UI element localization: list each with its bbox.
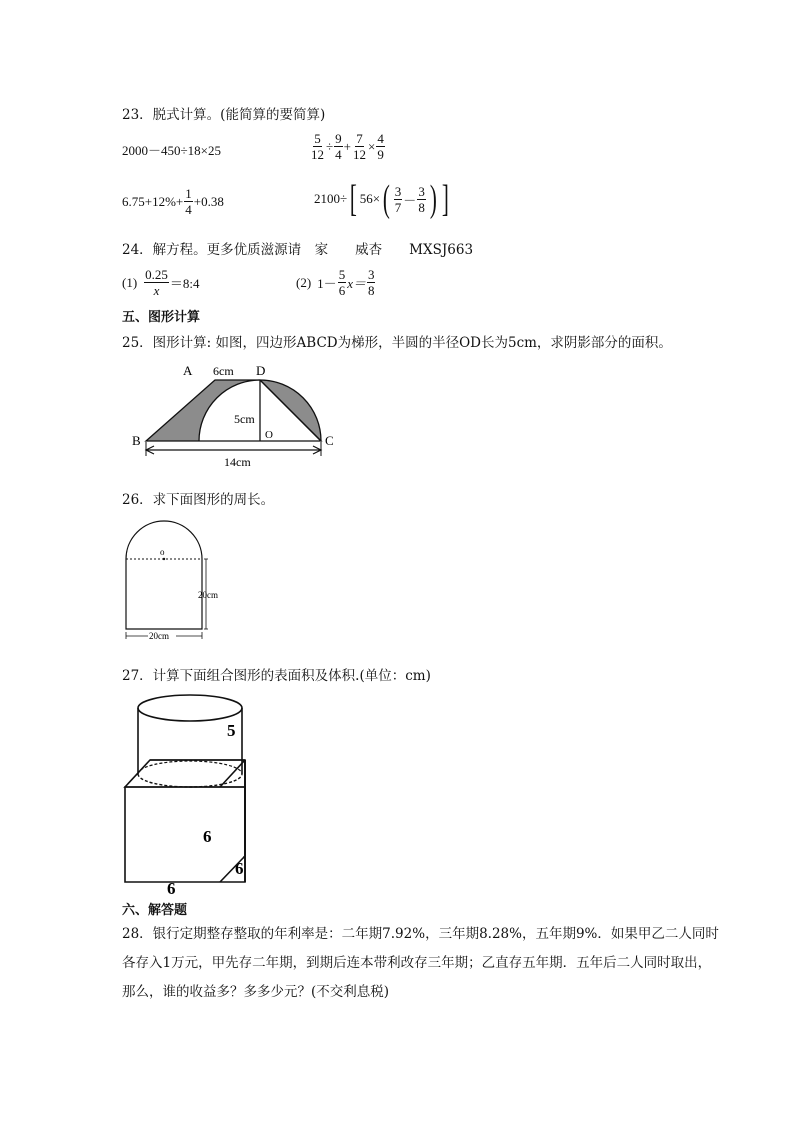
right-paren: ) — [429, 178, 437, 220]
expr-text: 1－ — [317, 276, 337, 291]
label-cylinder-height: 5 — [227, 721, 236, 740]
label-center-o: o — [160, 547, 165, 557]
equation-label: (2) — [296, 274, 312, 290]
fraction: $\frac{1}{4}$ — [185, 186, 192, 217]
label-b: B — [132, 433, 141, 448]
label-d: D — [256, 363, 266, 378]
fraction: $\frac{0.25}{x}$ — [145, 267, 168, 298]
fraction: $\frac{4}{9}$ — [377, 131, 384, 162]
expr-text: 6.75+12%+ — [122, 193, 184, 209]
q25-trapezoid-figure — [120, 362, 345, 472]
q23-expr-4 — [314, 178, 452, 220]
label-width: 20cm — [149, 631, 169, 641]
fraction: $\frac{9}{4}$ — [335, 131, 342, 162]
label-c: C — [325, 433, 334, 448]
section-heading-5: 五、图形计算 — [122, 310, 201, 325]
q23-expr-2 — [309, 131, 386, 162]
operator: － — [403, 192, 417, 208]
equation-label: (1) — [122, 274, 138, 290]
q23-title: 23．脱式计算。(能简算的要简算) — [122, 107, 326, 123]
fraction: $\frac{5}{6}$ — [338, 267, 346, 298]
label-height: 20cm — [198, 590, 218, 600]
expr-text: x＝ — [347, 276, 366, 291]
operator: × — [367, 138, 376, 154]
label-cube-depth: 6 — [235, 859, 244, 878]
expr-text: ＝8:4 — [169, 276, 200, 291]
expr-text: 56× — [359, 191, 381, 206]
label-cube-width: 6 — [167, 879, 176, 897]
q26-arch-figure — [118, 518, 228, 644]
q26-title: 26．求下面图形的周长。 — [122, 492, 275, 508]
label-radius: 5cm — [234, 412, 255, 426]
q24-equation-2 — [296, 267, 376, 298]
left-bracket: [ — [349, 178, 357, 220]
label-top-length: 6cm — [213, 364, 234, 378]
label-a: A — [183, 363, 193, 378]
right-bracket: ] — [442, 178, 450, 220]
operator: ÷ — [326, 138, 334, 154]
label-o: O — [265, 429, 273, 441]
expr-text: +0.38 — [193, 193, 224, 209]
q25-title: 25．图形计算: 如图，四边形ABCD为梯形，半圆的半径OD长为5cm，求阴影部分的面积。 — [122, 335, 672, 351]
cube-side-face — [218, 758, 248, 888]
operator: + — [343, 138, 351, 154]
fraction: $\frac{3}{8}$ — [418, 183, 425, 215]
fraction: $\frac{3}{8}$ — [367, 267, 375, 298]
label-base-length: 14cm — [224, 455, 251, 469]
q24-equation-1 — [122, 267, 200, 298]
q28-text: 28．银行定期整存整取的年利率是：二年期7.92%，三年期8.28%，五年期9%．如果甲乙二人同时各存入1万元，甲先存二年期，到期后连本带利改存三年期；乙直存五年期．五年后二人同时取出，那么，谁的收益多？多多少元？(不交利息税) — [122, 926, 719, 1000]
fraction: $\frac{7}{12}$ — [352, 131, 366, 162]
label-cube-side: 6 — [203, 827, 212, 846]
left-paren: ( — [382, 178, 390, 220]
expr-text: 2100÷ — [314, 191, 348, 206]
fraction: $\frac{3}{7}$ — [394, 183, 402, 215]
fraction: $\frac{5}{12}$ — [311, 131, 324, 162]
q24-title: 24．解方程。更多优质滋源请 家 威杏 MXSJ663 — [122, 242, 474, 258]
section-heading-6: 六、解答题 — [122, 903, 188, 918]
q23-expr-3 — [122, 186, 224, 217]
q23-expr-1: 2000－450÷18×25 — [122, 143, 221, 158]
q27-title: 27．计算下面组合图形的表面积及体积.(单位：cm) — [122, 668, 431, 684]
